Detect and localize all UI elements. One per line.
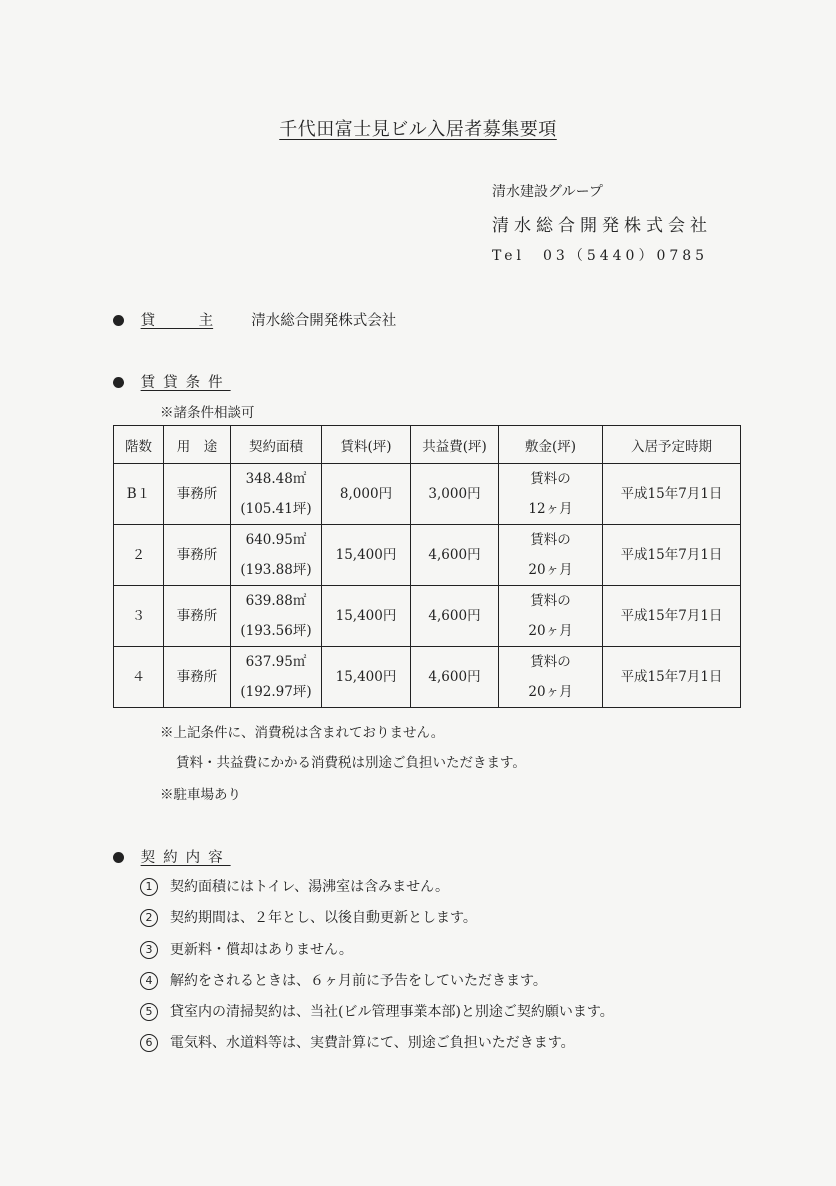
- rent-cell: 15,400円: [322, 525, 411, 586]
- column-header: 階数: [114, 426, 164, 464]
- circled-number: 4: [140, 972, 158, 990]
- note-parking: ※駐車場あり: [160, 787, 241, 803]
- circled-number: 5: [140, 1003, 158, 1021]
- circled-number: 1: [140, 878, 158, 896]
- table-row: [114, 525, 741, 586]
- floor-cell: ２: [114, 525, 164, 586]
- deposit-cell: 賃料の 20ヶ月: [499, 647, 603, 708]
- area-cell: 637.95㎡ (192.97坪): [231, 647, 322, 708]
- common-fee-cell: 4,600円: [411, 525, 499, 586]
- rent-cell: 15,400円: [322, 586, 411, 647]
- contract-item: 5 貸室内の清掃契約は、当社(ビル管理事業本部)と別途ご契約願います。: [140, 1001, 614, 1021]
- floor-cell: B１: [114, 464, 164, 525]
- bullet-icon: [113, 852, 124, 863]
- contract-item: 4 解約をされるときは、６ヶ月前に予告をしていただきます。: [140, 970, 547, 990]
- column-header: 入居予定時期: [603, 426, 741, 464]
- use-cell: 事務所: [164, 586, 231, 647]
- column-header: 用 途: [164, 426, 231, 464]
- deposit-cell: 賃料の 12ヶ月: [499, 464, 603, 525]
- lessor-row: [113, 309, 396, 330]
- area-cell: 640.95㎡ (193.88坪): [231, 525, 322, 586]
- deposit-cell: 賃料の 20ヶ月: [499, 586, 603, 647]
- column-header: 敷金(坪): [499, 426, 603, 464]
- floor-cell: ４: [114, 647, 164, 708]
- contract-item: 6 電気料、水道料等は、実費計算にて、別途ご負担いただきます。: [140, 1032, 575, 1052]
- rent-cell: 8,000円: [322, 464, 411, 525]
- common-fee-cell: 4,600円: [411, 647, 499, 708]
- area-cell: 639.88㎡ (193.56坪): [231, 586, 322, 647]
- contract-item: 2 契約期間は、２年とし、以後自動更新とします。: [140, 907, 477, 927]
- table-row: [114, 586, 741, 647]
- deposit-cell: 賃料の 20ヶ月: [499, 525, 603, 586]
- lessor-label: 貸 主: [140, 313, 214, 329]
- company-group: 清水建設グループ: [492, 184, 603, 200]
- bullet-icon: [113, 315, 124, 326]
- conditions-heading: 賃貸条件: [113, 371, 231, 392]
- use-cell: 事務所: [164, 464, 231, 525]
- use-cell: 事務所: [164, 525, 231, 586]
- page-title: 千代田富士見ビル入居者募集要項: [279, 119, 557, 140]
- column-header: 共益費(坪): [411, 426, 499, 464]
- move-in-cell: 平成15年7月1日: [603, 525, 741, 586]
- bullet-icon: [113, 377, 124, 388]
- note-tax-detail: 賃料・共益費にかかる消費税は別途ご負担いただきます。: [176, 755, 526, 771]
- circled-number: 2: [140, 909, 158, 927]
- conditions-note-top: ※諸条件相談可: [160, 405, 255, 421]
- company-tel: Tel 03（5440）0785: [492, 248, 709, 264]
- column-header: 賃料(坪): [322, 426, 411, 464]
- circled-number: 3: [140, 941, 158, 959]
- table-header-row: [114, 426, 741, 464]
- table-row: [114, 464, 741, 525]
- rent-table: [113, 425, 741, 708]
- use-cell: 事務所: [164, 647, 231, 708]
- area-cell: 348.48㎡ (105.41坪): [231, 464, 322, 525]
- contract-heading: 契約内容: [113, 846, 231, 867]
- rent-cell: 15,400円: [322, 647, 411, 708]
- lessor-value: 清水総合開発株式会社: [251, 313, 397, 329]
- move-in-cell: 平成15年7月1日: [603, 647, 741, 708]
- move-in-cell: 平成15年7月1日: [603, 586, 741, 647]
- move-in-cell: 平成15年7月1日: [603, 464, 741, 525]
- common-fee-cell: 3,000円: [411, 464, 499, 525]
- contract-item: 1 契約面積にはトイレ、湯沸室は含みません。: [140, 876, 449, 896]
- floor-cell: ３: [114, 586, 164, 647]
- common-fee-cell: 4,600円: [411, 586, 499, 647]
- contract-item: 3 更新料・償却はありません。: [140, 939, 353, 959]
- table-row: [114, 647, 741, 708]
- circled-number: 6: [140, 1034, 158, 1052]
- note-tax: ※上記条件に、消費税は含まれておりません。: [160, 725, 445, 741]
- company-name: 清水総合開発株式会社: [492, 216, 712, 236]
- column-header: 契約面積: [231, 426, 322, 464]
